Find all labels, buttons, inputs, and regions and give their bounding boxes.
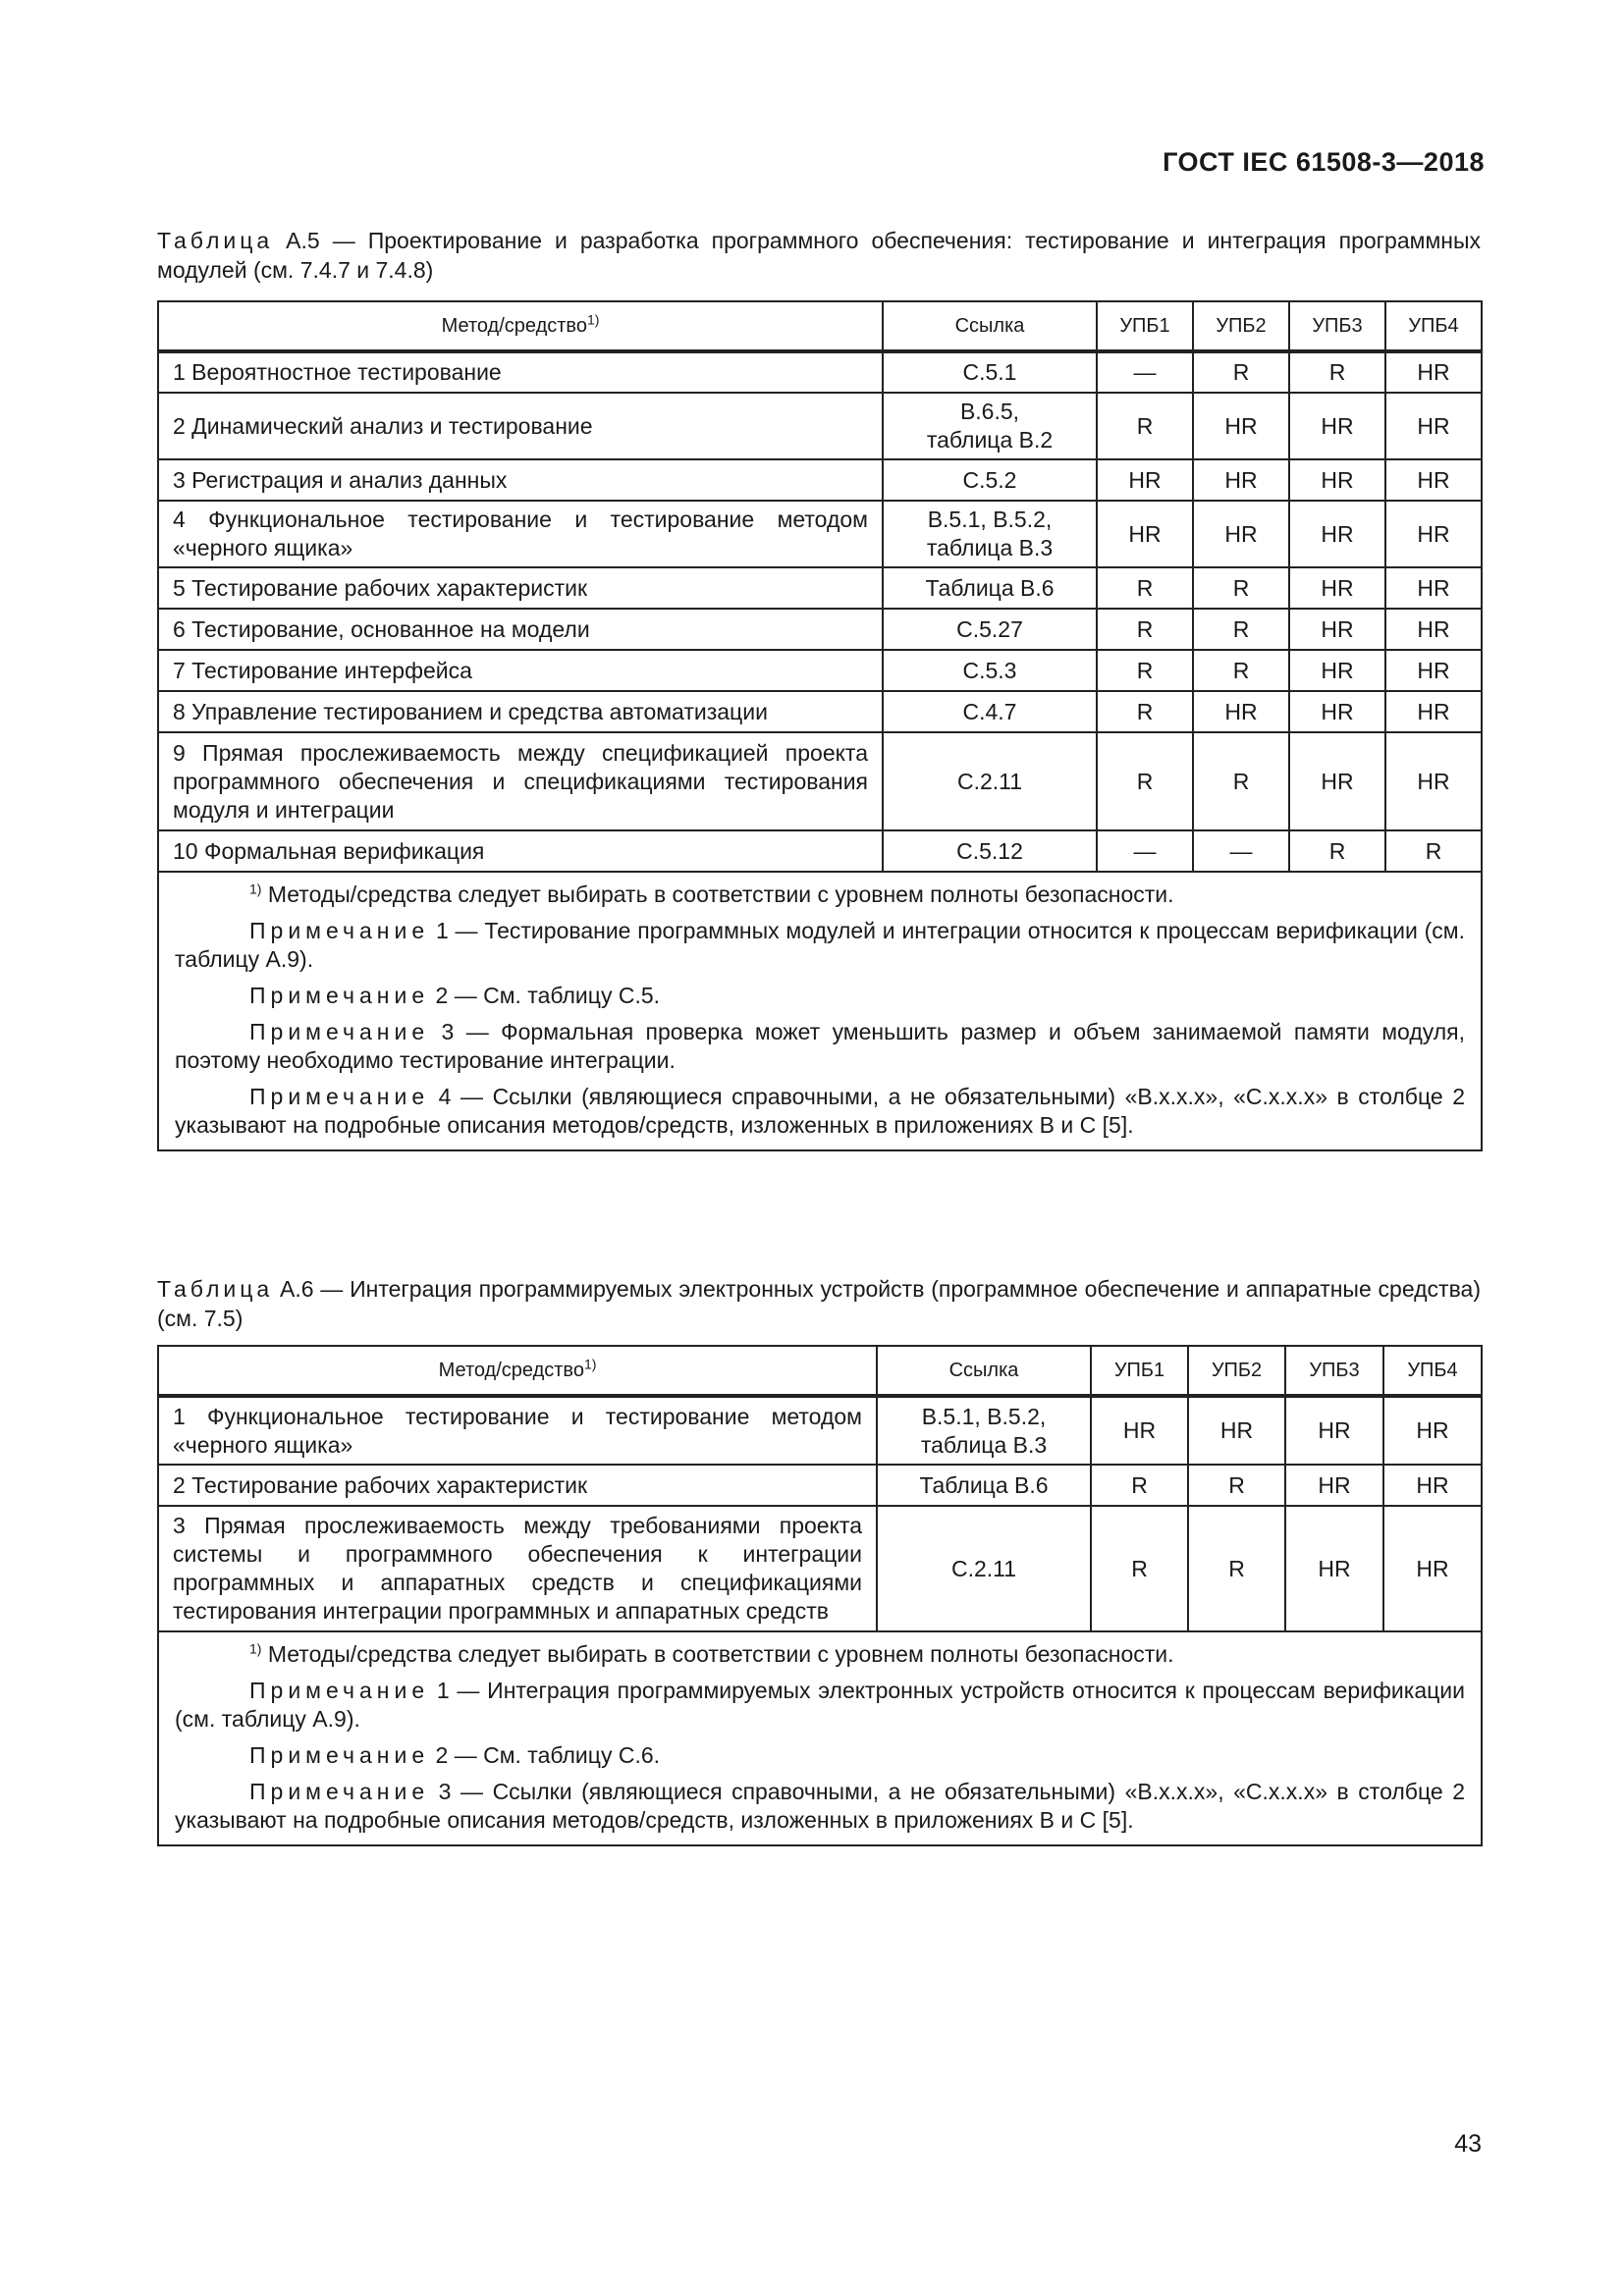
cell-sil2: HR	[1193, 691, 1289, 732]
cell-sil4: HR	[1385, 691, 1482, 732]
cell-sil2: HR	[1188, 1396, 1285, 1465]
footnote: $^{1)}$ Методы/средства следует выбирать в соответствии с уровнем полноты безопасности.	[249, 881, 1174, 907]
cell-sil3: HR	[1285, 1506, 1383, 1631]
table-row	[158, 609, 1482, 650]
cell-sil2: R	[1193, 650, 1289, 691]
cell-method: 8 Управление тестированием и средства автоматизации	[158, 691, 883, 732]
table-row	[158, 501, 1482, 567]
cell-method: 5 Тестирование рабочих характеристик	[158, 567, 883, 609]
table-notes	[158, 872, 1482, 1150]
cell-sil3: HR	[1289, 459, 1385, 501]
cell-ref: С.5.2	[883, 459, 1097, 501]
cell-sil1: R	[1097, 567, 1193, 609]
table-note: Примечание 1 — Интеграция программируемых электронных устройств относится к процессам верификации (см. таблицу А.9).	[175, 1678, 1465, 1732]
cell-method: 2 Тестирование рабочих характеристик	[158, 1465, 877, 1506]
cell-sil1: R	[1097, 650, 1193, 691]
table-note: Примечание 3 — Ссылки (являющиеся справочными, а не обязательными) «В.х.х.х», «С.х.х.х» в столбце 2 указывают на подробные описания методов/средств, изложенных в приложениях В и С [5].	[175, 1779, 1465, 1833]
cell-method: 3 Регистрация и анализ данных	[158, 459, 883, 501]
cell-method: 9 Прямая прослеживаемость между спецификацией проекта программного обеспечения и спецификациями тестирования модуля и интеграции	[158, 732, 883, 830]
table-row	[158, 1396, 1482, 1465]
cell-sil4: HR	[1385, 351, 1482, 393]
caption-text: А.6 — Интеграция программируемых электронных устройств (программное обеспечение и аппаратные средства) (см. 7.5)	[157, 1276, 1481, 1331]
cell-sil1: HR	[1091, 1396, 1188, 1465]
table-row	[158, 1465, 1482, 1506]
table-note: Примечание 2 — См. таблицу С.5.	[249, 983, 661, 1008]
cell-ref: Таблица В.6	[877, 1465, 1091, 1506]
table-a6-caption	[157, 1274, 1481, 1333]
cell-sil3: R	[1289, 351, 1385, 393]
cell-sil4: HR	[1385, 609, 1482, 650]
header-sil3: УПБ3	[1289, 301, 1385, 351]
table-row	[158, 650, 1482, 691]
cell-ref: С.5.3	[883, 650, 1097, 691]
table-note: Примечание 1 — Тестирование программных модулей и интеграции относится к процессам верификации (см. таблицу А.9).	[175, 918, 1465, 972]
cell-method: 3 Прямая прослеживаемость между требованиями проекта системы и программного обеспечения к интеграции программных и аппаратных средств и спецификациями тестирования интеграции программных и аппаратных средств	[158, 1506, 877, 1631]
cell-ref: С.2.11	[877, 1506, 1091, 1631]
table-note: Примечание 4 — Ссылки (являющиеся справочными, а не обязательными) «В.х.х.х», «С.х.х.х» в столбце 2 указывают на подробные описания методов/средств, изложенных в приложениях В и С [5].	[175, 1084, 1465, 1138]
cell-sil1: R	[1097, 732, 1193, 830]
cell-sil4: HR	[1385, 501, 1482, 567]
header-sil2: УПБ2	[1188, 1346, 1285, 1396]
header-method: Метод/средство$^{1)}$	[158, 301, 883, 351]
header-sil3: УПБ3	[1285, 1346, 1383, 1396]
cell-method: 6 Тестирование, основанное на модели	[158, 609, 883, 650]
header-sil2: УПБ2	[1193, 301, 1289, 351]
cell-sil2: R	[1193, 609, 1289, 650]
cell-sil3: HR	[1289, 567, 1385, 609]
table-a5	[157, 300, 1483, 1151]
cell-sil1: —	[1097, 351, 1193, 393]
cell-sil1: HR	[1097, 501, 1193, 567]
table-notes-row	[158, 872, 1482, 1150]
cell-sil1: R	[1091, 1506, 1188, 1631]
page-number: 43	[1454, 2130, 1482, 2158]
cell-ref: С.5.1	[883, 351, 1097, 393]
cell-sil4: HR	[1385, 393, 1482, 459]
cell-sil1: R	[1091, 1465, 1188, 1506]
table-header-row	[158, 301, 1482, 351]
table-row	[158, 459, 1482, 501]
document-header: ГОСТ IEC 61508-3—2018	[1163, 147, 1485, 177]
cell-sil1: R	[1097, 393, 1193, 459]
table-header-row	[158, 1346, 1482, 1396]
cell-ref: В.5.1, В.5.2, таблица В.3	[883, 501, 1097, 567]
table-note: Примечание 3 — Формальная проверка может уменьшить размер и объем занимаемой памяти модуля, поэтому необходимо тестирование интеграции.	[175, 1019, 1465, 1073]
cell-method: 2 Динамический анализ и тестирование	[158, 393, 883, 459]
cell-sil4: HR	[1385, 567, 1482, 609]
cell-sil3: HR	[1289, 501, 1385, 567]
header-ref: Ссылка	[877, 1346, 1091, 1396]
header-sil1: УПБ1	[1091, 1346, 1188, 1396]
cell-ref: С.5.12	[883, 830, 1097, 872]
cell-sil3: HR	[1289, 691, 1385, 732]
cell-method: 4 Функциональное тестирование и тестирование методом «черного ящика»	[158, 501, 883, 567]
cell-ref: Таблица В.6	[883, 567, 1097, 609]
cell-sil3: HR	[1289, 609, 1385, 650]
cell-sil1: R	[1097, 691, 1193, 732]
cell-sil4: HR	[1383, 1506, 1482, 1631]
cell-method: 10 Формальная верификация	[158, 830, 883, 872]
table-a5-caption	[157, 226, 1481, 285]
cell-sil3: HR	[1289, 732, 1385, 830]
cell-sil1: —	[1097, 830, 1193, 872]
table-row	[158, 830, 1482, 872]
cell-sil4: HR	[1385, 650, 1482, 691]
footnote: $^{1)}$ Методы/средства следует выбирать в соответствии с уровнем полноты безопасности.	[249, 1640, 1174, 1667]
cell-sil3: HR	[1285, 1465, 1383, 1506]
caption-text: А.5 — Проектирование и разработка программного обеспечения: тестирование и интеграция программных модулей (см. 7.4.7 и 7.4.8)	[157, 228, 1481, 283]
table-row	[158, 393, 1482, 459]
cell-sil2: R	[1193, 732, 1289, 830]
header-sil1: УПБ1	[1097, 301, 1193, 351]
cell-sil2: —	[1193, 830, 1289, 872]
cell-sil2: HR	[1193, 393, 1289, 459]
cell-sil2: HR	[1193, 501, 1289, 567]
cell-sil4: HR	[1383, 1396, 1482, 1465]
cell-method: 7 Тестирование интерфейса	[158, 650, 883, 691]
cell-sil2: R	[1193, 351, 1289, 393]
cell-method: 1 Вероятностное тестирование	[158, 351, 883, 393]
cell-sil4: HR	[1385, 459, 1482, 501]
caption-label: Таблица	[157, 1276, 274, 1302]
table-notes	[158, 1631, 1482, 1845]
cell-sil3: HR	[1285, 1396, 1383, 1465]
header-method: Метод/средство$^{1)}$	[158, 1346, 877, 1396]
table-row	[158, 351, 1482, 393]
table-row	[158, 732, 1482, 830]
cell-sil4: HR	[1385, 732, 1482, 830]
caption-label: Таблица	[157, 228, 274, 253]
cell-sil4: HR	[1383, 1465, 1482, 1506]
cell-sil1: HR	[1097, 459, 1193, 501]
cell-ref: С.4.7	[883, 691, 1097, 732]
cell-sil4: R	[1385, 830, 1482, 872]
cell-method: 1 Функциональное тестирование и тестирование методом «черного ящика»	[158, 1396, 877, 1465]
cell-sil2: R	[1188, 1465, 1285, 1506]
cell-ref: С.2.11	[883, 732, 1097, 830]
header-ref: Ссылка	[883, 301, 1097, 351]
cell-sil2: HR	[1193, 459, 1289, 501]
cell-sil3: HR	[1289, 393, 1385, 459]
header-sil4: УПБ4	[1383, 1346, 1482, 1396]
cell-sil1: R	[1097, 609, 1193, 650]
header-sil4: УПБ4	[1385, 301, 1482, 351]
table-row	[158, 567, 1482, 609]
cell-sil2: R	[1193, 567, 1289, 609]
cell-ref: С.5.27	[883, 609, 1097, 650]
cell-ref: В.5.1, В.5.2, таблица В.3	[877, 1396, 1091, 1465]
cell-sil3: HR	[1289, 650, 1385, 691]
table-note: Примечание 2 — См. таблицу С.6.	[249, 1742, 661, 1768]
cell-sil2: R	[1188, 1506, 1285, 1631]
table-row	[158, 691, 1482, 732]
cell-sil3: R	[1289, 830, 1385, 872]
table-row	[158, 1506, 1482, 1631]
table-a6	[157, 1345, 1483, 1846]
table-notes-row	[158, 1631, 1482, 1845]
cell-ref: В.6.5, таблица В.2	[883, 393, 1097, 459]
